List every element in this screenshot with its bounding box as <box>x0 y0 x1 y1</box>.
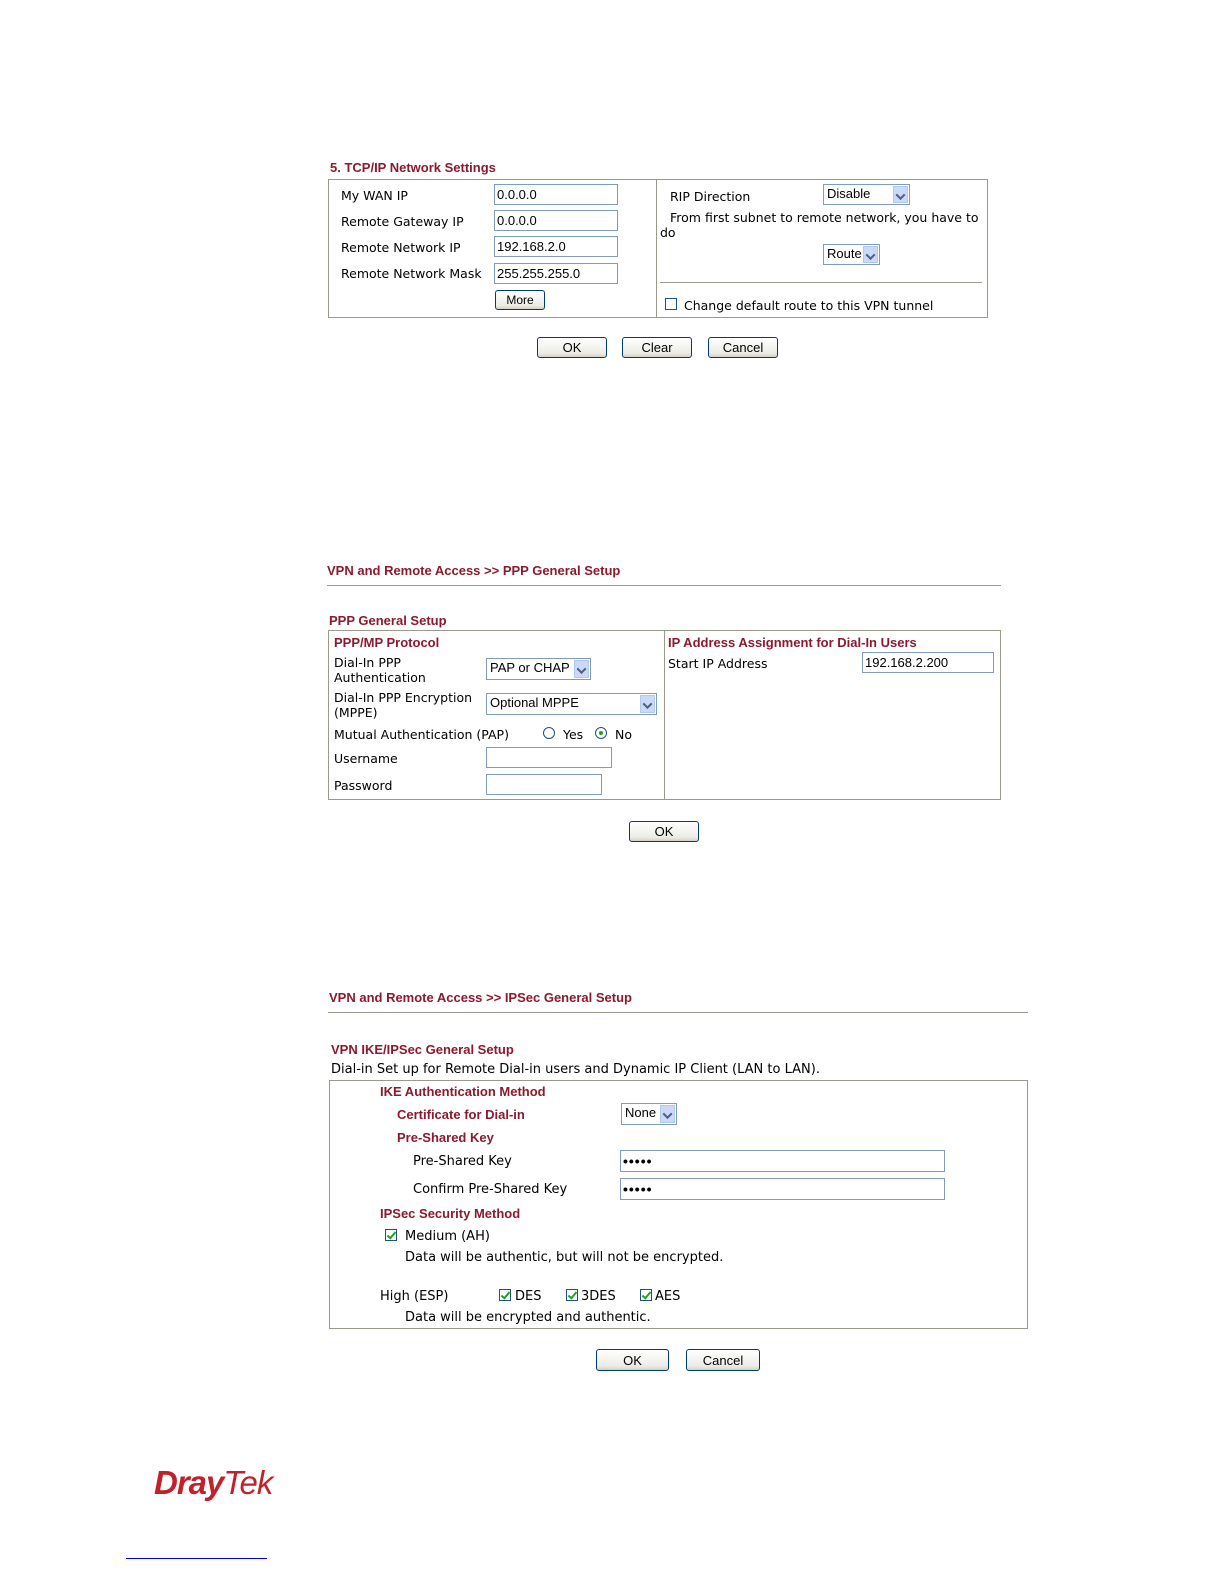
remote-network-ip-input[interactable] <box>494 236 618 257</box>
subnet-text-line1: From first subnet to remote network, you have to <box>670 210 979 225</box>
more-button[interactable]: More <box>495 290 545 310</box>
psk-input[interactable] <box>620 1150 945 1172</box>
dialin-auth-select[interactable] <box>486 658 591 680</box>
cert-dialin-value: None <box>625 1105 657 1120</box>
remote-network-mask-input[interactable] <box>494 263 618 284</box>
mutual-auth-yes-radio[interactable] <box>543 727 555 739</box>
username-input[interactable] <box>486 747 612 768</box>
remote-network-mask-label: Remote Network Mask <box>341 266 482 281</box>
subnet-text-line2: do <box>660 225 676 240</box>
medium-ah-description: Data will be authentic, but will not be encrypted. <box>405 1250 724 1265</box>
medium-ah-checkbox[interactable] <box>385 1229 397 1241</box>
my-wan-ip-input[interactable] <box>494 184 618 205</box>
mutual-auth-no-label: No <box>615 727 632 742</box>
logo-text-tek: Tek <box>223 1464 273 1501</box>
footer-link-underline <box>126 1558 267 1559</box>
my-wan-ip-label: My WAN IP <box>341 188 408 203</box>
mutual-auth-yes-label: Yes <box>563 727 584 742</box>
password-input[interactable] <box>486 774 602 795</box>
psk-label: Pre-Shared Key <box>413 1154 512 1169</box>
aes-label: AES <box>655 1289 681 1304</box>
dialin-encryption-value: Optional MPPE <box>490 695 579 710</box>
remote-network-ip-label: Remote Network IP <box>341 240 461 255</box>
cert-dialin-label: Certificate for Dial-in <box>397 1107 525 1122</box>
password-label: Password <box>334 778 393 793</box>
start-ip-input[interactable] <box>862 652 994 673</box>
medium-ah-label: Medium (AH) <box>405 1229 490 1244</box>
dialin-auth-label-line1: Dial-In PPP <box>334 655 401 670</box>
ip-assignment-title: IP Address Assignment for Dial-In Users <box>668 635 917 650</box>
rip-direction-label: RIP Direction <box>670 189 751 204</box>
tcpip-clear-button[interactable]: Clear <box>622 337 692 358</box>
tcpip-divider <box>656 180 657 317</box>
tcpip-cancel-button[interactable]: Cancel <box>708 337 778 358</box>
ppp-ok-button[interactable]: OK <box>629 821 699 842</box>
ppp-divider <box>664 631 665 799</box>
dialin-encryption-label-line1: Dial-In PPP Encryption <box>334 690 473 705</box>
ipsec-ok-button[interactable]: OK <box>596 1349 669 1371</box>
ppp-protocol-title: PPP/MP Protocol <box>334 635 440 650</box>
remote-gateway-ip-label: Remote Gateway IP <box>341 214 464 229</box>
ppp-section-title: PPP General Setup <box>329 613 447 628</box>
confirm-psk-input[interactable] <box>620 1178 945 1200</box>
chevron-down-icon <box>893 186 908 203</box>
dialin-auth-label-line2: Authentication <box>334 670 426 685</box>
high-esp-label: High (ESP) <box>380 1289 449 1304</box>
tcpip-ok-button[interactable]: OK <box>537 337 607 358</box>
high-esp-description: Data will be encrypted and authentic. <box>405 1310 651 1325</box>
logo-text-dray: Dray <box>154 1464 224 1501</box>
change-default-route-label: Change default route to this VPN tunnel <box>684 298 934 313</box>
mutual-auth-no-radio[interactable] <box>595 727 607 739</box>
chevron-down-icon <box>640 695 655 713</box>
chevron-down-icon <box>660 1105 675 1123</box>
cert-dialin-select[interactable] <box>621 1103 677 1125</box>
dialin-encryption-select[interactable] <box>486 693 657 715</box>
chevron-down-icon <box>574 660 589 678</box>
ppp-breadcrumb: VPN and Remote Access >> PPP General Setup <box>327 563 621 578</box>
ike-auth-title: IKE Authentication Method <box>380 1084 546 1099</box>
rip-direction-select[interactable] <box>823 184 910 205</box>
ipsec-security-title: IPSec Security Method <box>380 1206 521 1221</box>
ppp-breadcrumb-rule <box>327 585 1001 586</box>
ipsec-breadcrumb-rule <box>328 1012 1028 1013</box>
rip-direction-value: Disable <box>827 186 871 201</box>
des-label: DES <box>515 1289 542 1304</box>
tcpip-section-title: 5. TCP/IP Network Settings <box>330 160 496 175</box>
change-default-route-checkbox[interactable] <box>665 298 677 310</box>
ipsec-description: Dial-in Set up for Remote Dial-in users and Dynamic IP Client (LAN to LAN). <box>331 1062 820 1077</box>
confirm-psk-label: Confirm Pre-Shared Key <box>413 1182 568 1197</box>
des-checkbox[interactable] <box>499 1289 511 1301</box>
mutual-auth-label: Mutual Authentication (PAP) <box>334 727 509 742</box>
draytek-logo <box>154 1464 272 1502</box>
ipsec-cancel-button[interactable]: Cancel <box>686 1349 760 1371</box>
ipsec-breadcrumb: VPN and Remote Access >> IPSec General Setup <box>329 990 632 1005</box>
psk-title: Pre-Shared Key <box>397 1130 494 1145</box>
dialin-auth-value: PAP or CHAP <box>490 660 570 675</box>
route-select[interactable] <box>823 244 880 265</box>
3des-checkbox[interactable] <box>566 1289 578 1301</box>
tcpip-right-divider <box>660 282 982 283</box>
remote-gateway-ip-input[interactable] <box>494 210 618 231</box>
3des-label: 3DES <box>581 1289 616 1304</box>
dialin-encryption-label-line2: (MPPE) <box>334 705 378 720</box>
route-value: Route <box>827 246 862 261</box>
aes-checkbox[interactable] <box>640 1289 652 1301</box>
start-ip-label: Start IP Address <box>668 656 768 671</box>
username-label: Username <box>334 751 398 766</box>
ipsec-section-title: VPN IKE/IPSec General Setup <box>331 1042 514 1057</box>
chevron-down-icon <box>863 246 878 263</box>
